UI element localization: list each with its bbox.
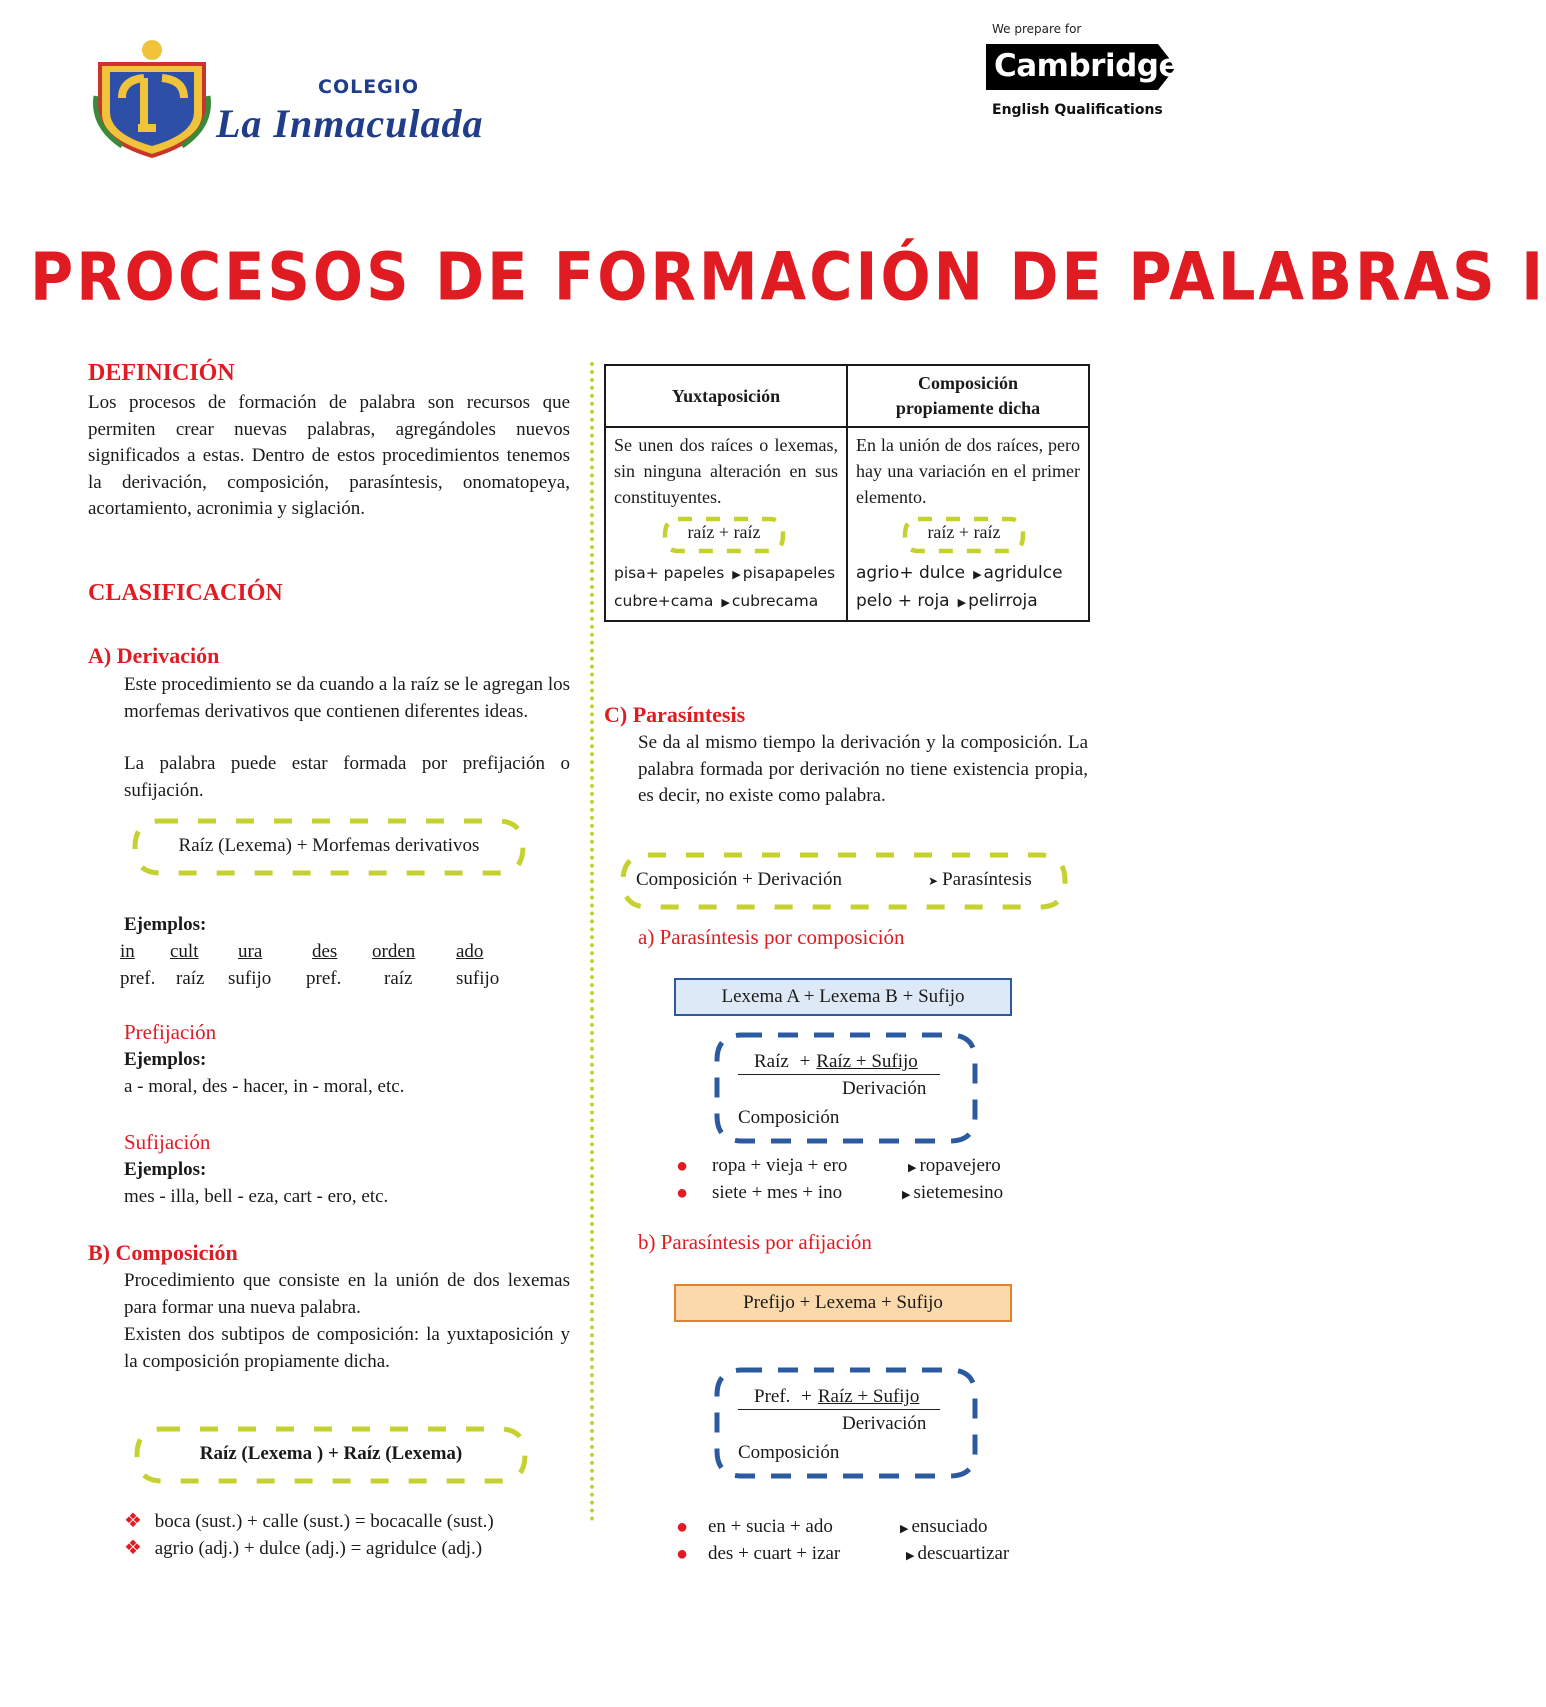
yux-example-2-from: cubre+cama <box>614 592 714 610</box>
comp-example-2-from: pelo + roja <box>856 591 950 611</box>
comp-example-2 <box>856 588 1080 616</box>
parasintesis-a-l1-a: Raíz <box>754 1051 789 1072</box>
parasintesis-text: Se da al mismo tiempo la derivación y la composición. La palabra formada por derivación no tiene existencia propia, es decir, no existe como palabra. <box>638 732 1088 806</box>
prefijacion-heading: Prefijación <box>124 1020 217 1044</box>
page-title: PROCESOS DE FORMACIÓN DE PALABRAS I <box>30 238 1546 316</box>
table-cell-composicion <box>847 427 1089 621</box>
parasintesis-a-heading: a) Parasíntesis por composición <box>638 925 905 949</box>
parasintesis-a-ex2-from: siete + mes + ino <box>712 1182 843 1203</box>
composicion-propia-formula-wrap <box>856 514 1080 558</box>
role-sufijo: sufijo <box>228 968 272 989</box>
arrow-icon: ➤ <box>928 874 939 888</box>
parasintesis-b-l1-a: Pref. <box>754 1386 791 1407</box>
composicion-formula: Raíz (Lexema ) + Raíz (Lexema) <box>199 1443 463 1464</box>
parasintesis-b-l1-b: Raíz + Sufijo <box>817 1386 920 1407</box>
prefijacion-label: Ejemplos: <box>124 1049 207 1070</box>
parasintesis-a-box-text: Lexema A + Lexema B + Sufijo <box>721 986 965 1007</box>
yux-example-1-from: pisa+ papeles <box>614 564 725 582</box>
parasintesis-b-line2: Derivación <box>842 1413 927 1434</box>
derivacion-heading: A) Derivación <box>88 643 220 668</box>
table-header-composicion-l1: Composición <box>917 373 1018 393</box>
sufijacion-label: Ejemplos: <box>124 1159 207 1180</box>
composicion-text-1: Procedimiento que consiste en la unión de dos lexemas para formar una nueva palabra. <box>124 1270 570 1318</box>
composicion-heading: B) Composición <box>88 1240 238 1265</box>
yux-example-2-to: cubrecama <box>731 592 819 610</box>
composicion-propia-desc: En la unión de dos raíces, pero hay una variación en el primer elemento. <box>856 435 1080 507</box>
parasintesis-b-box <box>674 1284 1012 1322</box>
parasintesis-b-line3: Composición <box>738 1442 840 1463</box>
part-des: des <box>312 941 338 962</box>
dot-bullet-icon: ● <box>676 1516 689 1538</box>
part-orden: orden <box>372 941 416 962</box>
parasintesis-a-line1 <box>754 1049 918 1075</box>
plus-sign: + <box>801 1386 812 1407</box>
table-header-composicion <box>847 365 1089 427</box>
role-raiz-2: raíz <box>384 968 413 989</box>
definicion-text: Los procesos de formación de palabra son recursos que permiten crear nuevas palabras, agregándoles nuevos significados a estas. Dentro de estos procedimientos tenemos la derivación, composición, parasíntesis, onomatopeya, acortamiento, acronimia y siglación. <box>88 392 570 519</box>
comp-example-2-to: pelirroja <box>968 591 1038 611</box>
table-header-yuxtaposicion: Yuxtaposición <box>605 365 847 427</box>
comp-example-1-from: agrio+ dulce <box>856 563 966 583</box>
parasintesis-b-ex2-from: des + cuart + izar <box>708 1543 841 1564</box>
composicion-example-2-text: agrio (adj.) + dulce (adj.) = agridulce (adj.) <box>154 1538 483 1559</box>
arrow-icon: ▶ <box>906 1550 915 1562</box>
composicion-text-2: Existen dos subtipos de composición: la yuxtaposición y la composición propiamente dicha. <box>124 1324 570 1372</box>
comp-example-1 <box>856 560 1080 588</box>
dot-bullet-icon: ● <box>676 1543 689 1565</box>
role-raiz: raíz <box>176 968 205 989</box>
composicion-table-wrap <box>604 364 1090 622</box>
parasintesis-b-ex1-to: ensuciado <box>911 1516 988 1537</box>
parasintesis-formula-left: Composición + Derivación <box>636 869 842 890</box>
parasintesis-a-ex1-from: ropa + vieja + ero <box>712 1155 848 1176</box>
parasintesis-b-ex2-to: descuartizar <box>917 1543 1010 1564</box>
parasintesis-a-ex1-to: ropavejero <box>919 1155 1001 1176</box>
yux-example-2 <box>614 588 838 616</box>
cambridge-logo-text: Cambridge <box>994 48 1179 84</box>
parasintesis-b-heading: b) Parasíntesis por afijación <box>638 1230 872 1254</box>
plus-sign: + <box>799 1051 811 1072</box>
parasintesis-a-line2: Derivación <box>842 1078 927 1099</box>
composicion-table <box>604 364 1090 622</box>
arrow-icon: ▶ <box>957 596 967 609</box>
parasintesis-a-l1-b: Raíz + Sufijo <box>816 1051 918 1072</box>
part-ado: ado <box>456 941 484 962</box>
column-divider <box>590 362 594 1522</box>
derivacion-ejemplos-label: Ejemplos: <box>124 914 207 935</box>
parasintesis-b-rule <box>738 1409 940 1410</box>
composicion-example-1-text: boca (sust.) + calle (sust.) = bocacalle (sust.) <box>154 1511 494 1532</box>
parasintesis-a-ex2-to-wrap <box>902 1180 1003 1209</box>
parasintesis-formula-right: Parasíntesis <box>942 869 1032 890</box>
part-cult: cult <box>170 941 199 962</box>
role-pref-2: pref. <box>306 968 342 989</box>
parasintesis-a-rule <box>738 1074 940 1075</box>
role-pref: pref. <box>120 968 156 989</box>
parasintesis-formula-right-wrap <box>928 867 1032 894</box>
arrow-icon: ▶ <box>900 1523 909 1535</box>
yuxtaposicion-formula: raíz + raíz <box>687 522 761 542</box>
prefijacion-text: a - moral, des - hacer, in - moral, etc. <box>124 1076 405 1097</box>
derivacion-text-1: Este procedimiento se da cuando a la raíz se le agregan los morfemas derivativos que contienen diferentes ideas. <box>124 674 570 722</box>
table-cell-yuxtaposicion <box>605 427 847 621</box>
colegio-label: COLEGIO <box>318 76 419 98</box>
sufijacion-text: mes - illa, bell - eza, cart - ero, etc. <box>124 1186 389 1207</box>
diamond-bullet-icon: ❖ <box>124 1537 142 1559</box>
derivacion-formula: Raíz (Lexema) + Morfemas derivativos <box>178 835 480 856</box>
arrow-icon: ▶ <box>721 596 730 609</box>
composicion-example-1 <box>124 1508 494 1536</box>
derivacion-text-2: La palabra puede estar formada por prefijación o sufijación. <box>124 753 570 801</box>
arrow-icon: ▶ <box>908 1162 917 1174</box>
cambridge-sub: English Qualifications <box>992 102 1163 118</box>
school-name: La Inmaculada <box>216 101 484 146</box>
parasintesis-b-ex1-to-wrap <box>900 1514 987 1543</box>
prepare-label: We prepare for <box>992 22 1082 36</box>
role-sufijo-2: sufijo <box>456 968 500 989</box>
part-ura: ura <box>238 941 263 962</box>
diamond-bullet-icon: ❖ <box>124 1510 142 1532</box>
arrow-icon: ▶ <box>732 568 741 581</box>
arrow-icon: ▶ <box>902 1189 911 1201</box>
arrow-icon: ▶ <box>973 568 982 581</box>
parasintesis-b-box-text: Prefijo + Lexema + Sufijo <box>743 1292 943 1313</box>
parasintesis-a-ex2-to: sietemesino <box>913 1182 1004 1203</box>
definicion-heading: DEFINICIÓN <box>88 360 235 386</box>
dot-bullet-icon: ● <box>676 1155 689 1177</box>
yux-example-1-to: pisapapeles <box>742 564 836 582</box>
parasintesis-b-line1 <box>754 1384 919 1410</box>
yuxtaposicion-formula-wrap <box>614 514 838 558</box>
yuxtaposicion-desc: Se unen dos raíces o lexemas, sin ninguna alteración en sus constituyentes. <box>614 435 838 507</box>
sufijacion-heading: Sufijación <box>124 1130 211 1154</box>
part-in: in <box>120 941 135 962</box>
parasintesis-a-ex1-to-wrap <box>908 1153 1001 1182</box>
parasintesis-b-ex2-to-wrap <box>906 1541 1009 1570</box>
parasintesis-a-line3: Composición <box>738 1107 840 1128</box>
parasintesis-b-ex1-from: en + sucia + ado <box>708 1516 833 1537</box>
parasintesis-heading: C) Parasíntesis <box>604 702 746 727</box>
comp-example-1-to: agridulce <box>983 563 1063 583</box>
table-header-composicion-l2: propiamente dicha <box>895 398 1041 418</box>
dot-bullet-icon: ● <box>676 1182 689 1204</box>
composicion-example-2 <box>124 1535 482 1563</box>
clasificacion-heading: CLASIFICACIÓN <box>88 580 283 606</box>
school-crest-icon <box>92 36 212 158</box>
yux-example-1 <box>614 560 838 588</box>
composicion-propia-formula: raíz + raíz <box>927 522 1001 542</box>
parasintesis-a-box <box>674 978 1012 1016</box>
